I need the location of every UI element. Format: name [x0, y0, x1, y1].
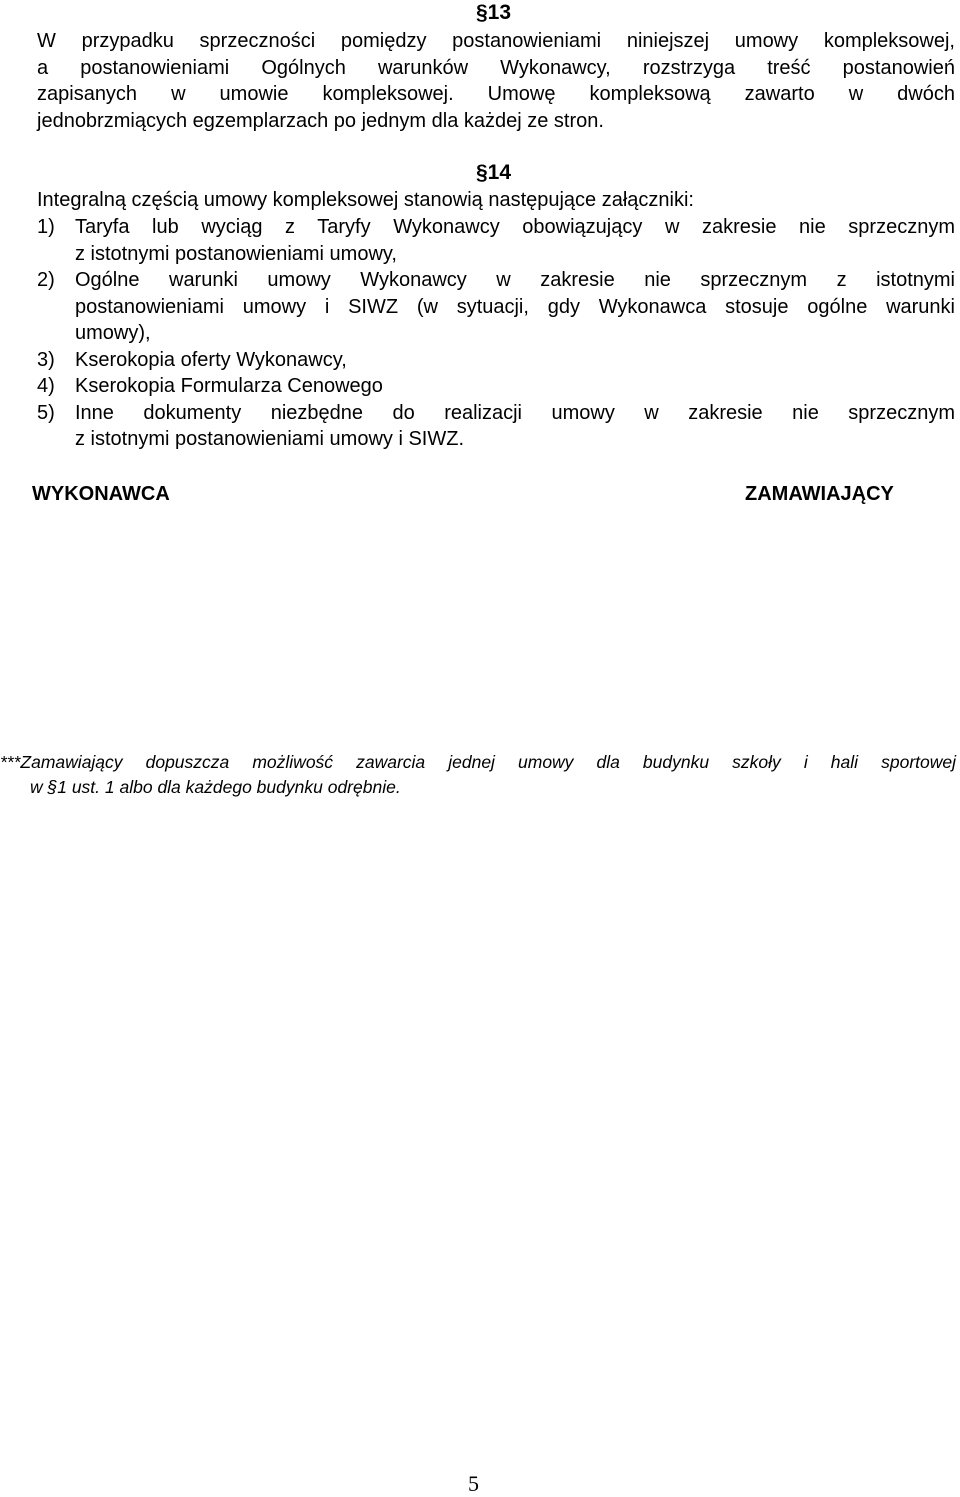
list-item: [37, 373, 955, 400]
list-item-number: 1): [37, 216, 55, 238]
footnote-line: w §1 ust. 1 albo dla każdego budynku odrębnie.: [30, 777, 401, 797]
list-item-line: postanowieniami umowy i SIWZ (w sytuacji, gdy Wykonawca stosuje ogólne warunki: [75, 295, 955, 318]
paragraph-line: jednobrzmiących egzemplarzach po jednym dla każdej ze stron.: [37, 109, 604, 132]
intro-line: Integralną częścią umowy kompleksowej stanowią następujące załączniki:: [37, 189, 694, 211]
list-item-line: Kserokopia Formularza Cenowego: [75, 375, 383, 397]
list-item-line: Taryfa lub wyciąg z Taryfy Wykonawcy obowiązujący w zakresie nie sprzecznym: [75, 216, 955, 238]
signature-contractor: WYKONAWCA: [32, 483, 170, 505]
section-13-paragraph: [37, 28, 955, 134]
list-item-line: Kserokopia oferty Wykonawcy,: [75, 348, 347, 371]
list-item-line: Ogólne warunki umowy Wykonawcy w zakresie nie sprzecznym z istotnymi: [75, 269, 955, 291]
list-item-line: umowy),: [75, 322, 151, 344]
section-14-intro: [37, 187, 955, 214]
list-item: [37, 267, 955, 347]
list-item-number: 2): [37, 269, 55, 291]
list-item-line: Inne dokumenty niezbędne do realizacji umowy w zakresie nie sprzecznym: [75, 401, 955, 424]
list-item-number: 3): [37, 348, 55, 371]
signature-ordering-party: ZAMAWIAJĄCY: [745, 483, 894, 505]
footnote: [0, 750, 956, 800]
list-item-number: 4): [37, 375, 55, 397]
footnote-line: ***Zamawiający dopuszcza możliwość zawarcia jednej umowy dla budynku szkoły i hali sportowej: [0, 752, 956, 772]
paragraph-line: a postanowieniami Ogólnych warunków Wykonawcy, rozstrzyga treść postanowień: [37, 56, 955, 79]
list-item: [37, 400, 955, 453]
page-number: 5: [468, 1471, 479, 1496]
list-item: [37, 214, 955, 267]
paragraph-line: W przypadku sprzeczności pomiędzy postanowieniami niniejszej umowy kompleksowej,: [37, 30, 955, 52]
list-item-number: 5): [37, 401, 55, 424]
section-13-heading: §13: [476, 1, 512, 24]
list-item: [37, 347, 955, 374]
attachments-list: [37, 214, 955, 453]
paragraph-line: zapisanych w umowie kompleksowej. Umowę kompleksową zawarto w dwóch: [37, 83, 955, 105]
list-item-line: z istotnymi postanowieniami umowy,: [75, 242, 397, 265]
list-item-line: z istotnymi postanowieniami umowy i SIWZ.: [75, 428, 465, 450]
section-14-heading: §14: [476, 161, 512, 184]
